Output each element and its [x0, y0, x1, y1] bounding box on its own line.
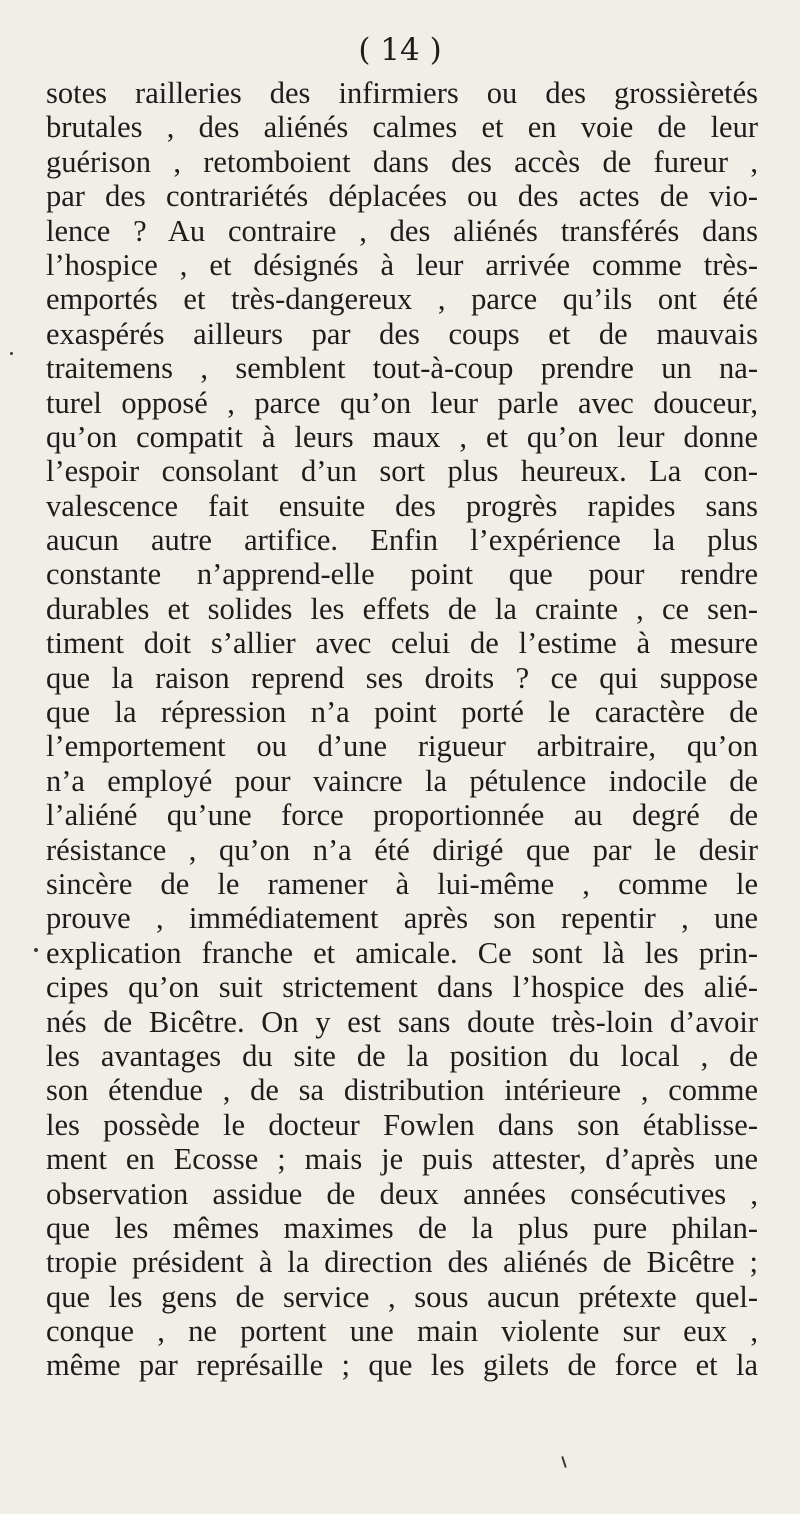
text-line: n’a employé pour vaincre la pétulence indocile de [46, 763, 758, 798]
text-line: explication franche et amicale. Ce sont là les prin- [46, 935, 758, 970]
text-line: son étendue , de sa distribution intérieure , comme [46, 1073, 758, 1108]
text-line: les avantages du site de la position du local , de [46, 1038, 758, 1073]
text-line: timent doit s’allier avec celui de l’estime à mesure [46, 626, 758, 661]
text-line: emportés et très-dangereux , parce qu’ils ont été [46, 282, 758, 317]
text-line: résistance , qu’on n’a été dirigé que par le desir [46, 832, 758, 867]
text-line: par des contrariétés déplacées ou des actes de vio- [46, 179, 758, 214]
text-line: valescence fait ensuite des progrès rapides sans [46, 488, 758, 523]
text-line: exaspérés ailleurs par des coups et de mauvais [46, 316, 758, 351]
page-number: ( 14 ) [358, 32, 442, 68]
text-line: même par représaille ; que les gilets de force et la [46, 1348, 758, 1383]
text-line: aucun autre artifice. Enfin l’expérience la plus [46, 523, 758, 558]
text-line: turel opposé , parce qu’on leur parle avec douceur, [46, 385, 758, 420]
body-text [46, 76, 758, 1383]
text-line: prouve , immédiatement après son repentir , une [46, 901, 758, 936]
text-line: que les gens de service , sous aucun prétexte quel- [46, 1279, 758, 1314]
text-line: observation assidue de deux années consécutives , [46, 1176, 758, 1211]
text-line: lence ? Au contraire , des aliénés transférés dans [46, 213, 758, 248]
text-line: l’espoir consolant d’un sort plus heureux. La con- [46, 454, 758, 489]
ink-speck [561, 1456, 567, 1468]
text-line: conque , ne portent une main violente sur eux , [46, 1314, 758, 1349]
text-line: l’emportement ou d’une rigueur arbitraire, qu’on [46, 729, 758, 764]
ink-speck [10, 352, 13, 355]
text-line: l’aliéné qu’une force proportionnée au degré de [46, 798, 758, 833]
text-line: guérison , retomboient dans des accès de fureur , [46, 144, 758, 179]
text-line: cipes qu’on suit strictement dans l’hospice des alié- [46, 970, 758, 1005]
text-line: constante n’apprend-elle point que pour rendre [46, 557, 758, 592]
text-line: nés de Bicêtre. On y est sans doute très-loin d’avoir [46, 1004, 758, 1039]
ink-speck [34, 948, 38, 952]
text-line: les possède le docteur Fowlen dans son établisse- [46, 1107, 758, 1142]
text-line: sotes railleries des infirmiers ou des grossièretés [46, 76, 758, 110]
text-line: l’hospice , et désignés à leur arrivée comme très- [46, 247, 758, 282]
text-line: durables et solides les effets de la crainte , ce sen- [46, 591, 758, 626]
text-line: ment en Ecosse ; mais je puis attester, d’après une [46, 1142, 758, 1177]
text-line: sincère de le ramener à lui-même , comme le [46, 866, 758, 901]
text-line: que la raison reprend ses droits ? ce qui suppose [46, 660, 758, 695]
text-line: qu’on compatit à leurs maux , et qu’on leur donne [46, 419, 758, 454]
text-line: que la répression n’a point porté le caractère de [46, 695, 758, 730]
text-line: que les mêmes maximes de la plus pure philan- [46, 1210, 758, 1245]
text-line: tropie président à la direction des aliénés de Bicêtre ; [46, 1245, 758, 1280]
text-line: brutales , des aliénés calmes et en voie de leur [46, 110, 758, 145]
text-line: traitemens , semblent tout-à-coup prendre un na- [46, 351, 758, 386]
